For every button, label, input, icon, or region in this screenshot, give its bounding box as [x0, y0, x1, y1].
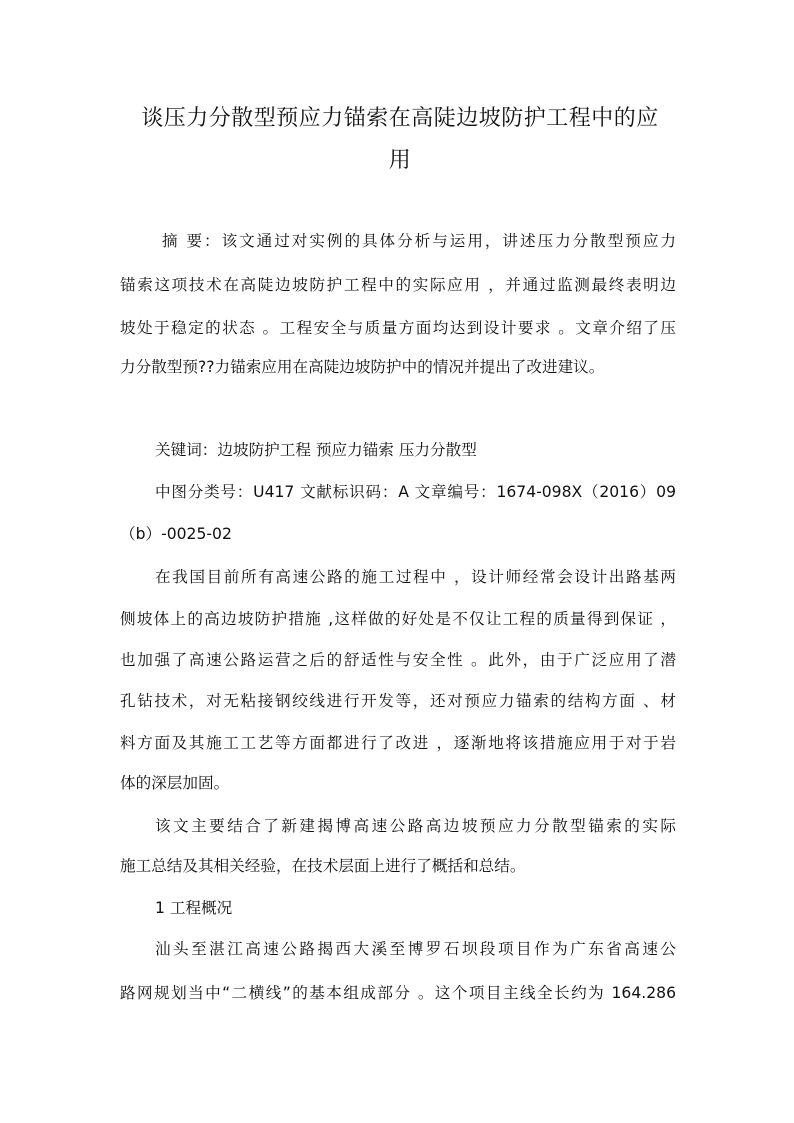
classification-line: （b）-0025-02 — [120, 525, 232, 543]
body-line: 体的深层加固。 — [120, 774, 230, 792]
abstract-line: 力分散型预??力锚索应用在高陡边坡防护中的情况并提出了改进建议。 — [120, 358, 605, 376]
keywords: 关键词：边坡防护工程 预应力锚索 压力分散型 — [155, 441, 477, 459]
abstract-line: 摘 要：该文通过对实例的具体分析与运用，讲述压力分散型预应力 — [162, 232, 676, 250]
body-line: 也加强了高速公路运营之后的舒适性与安全性 。此外，由于广泛应用了潜 — [120, 651, 676, 669]
body-line: 汕头至湛江高速公路揭西大溪至博罗石坝段项目作为广东省高速公 — [155, 940, 676, 958]
classification-line: 中图分类号：U417 文献标识码：A 文章编号：1674-098X（2016）09 — [155, 483, 676, 501]
title-line-2: 用 — [388, 148, 412, 173]
section-heading: 1 工程概况 — [155, 899, 233, 917]
body-line: 该文主要结合了新建揭博高速公路高边坡预应力分散型锚索的实际 — [155, 817, 676, 835]
body-line: 孔钻技术，对无粘接钢绞线进行开发等，还对预应力锚索的结构方面 、材 — [120, 692, 676, 710]
body-line: 料方面及其施工工艺等方面都进行了改进 ，逐渐地将该措施应用于对于岩 — [120, 734, 676, 752]
body-line: 施工总结及其相关经验，在技术层面上进行了概括和总结。 — [120, 857, 526, 875]
title-line-1: 谈压力分散型预应力锚索在高陡边坡防护工程中的应 — [141, 106, 659, 131]
body-line: 在我国目前所有高速公路的施工过程中 ，设计师经常会设计出路基两 — [155, 568, 676, 586]
body-line: 路网规划当中“二横线”的基本组成部分 。这个项目主线全长约为 164.286 — [120, 984, 676, 1002]
document-title — [120, 98, 680, 182]
abstract-line: 锚索这项技术在高陡边坡防护工程中的实际应用 ，并通过监测最终表明边 — [120, 276, 676, 294]
body-line: 侧坡体上的高边坡防护措施 ,这样做的好处是不仅让工程的质量得到保证 ， — [120, 610, 676, 628]
abstract-line: 坡处于稳定的状态 。工程安全与质量方面均达到设计要求 。文章介绍了压 — [120, 319, 676, 337]
